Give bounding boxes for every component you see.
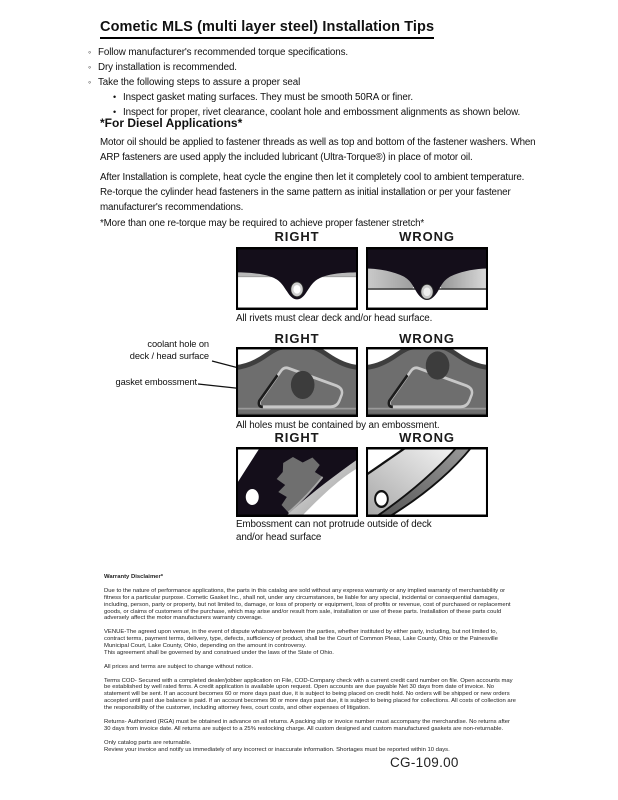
warranty-disclaimer-heading: Warranty Disclaimer* xyxy=(104,574,164,580)
legal-paragraph: Returns- Authorized (RGA) must be obtained in advance on all returns. A packing slip or invoice number must accompany the merchandise. No returns after 30 days from invoice date. All returns are subject to a 25% restocking charge. All custom designed and custom manufactured gaskets are non-returnable. xyxy=(104,718,511,732)
tips-list xyxy=(88,45,534,120)
page-code: CG-109.00 xyxy=(390,755,459,770)
diagram-rivet-wrong xyxy=(366,247,488,310)
sub-bullet-marker: • xyxy=(113,92,117,102)
wrong-label: WRONG xyxy=(399,229,455,244)
sub-bullet-marker: • xyxy=(113,107,117,117)
wrong-label: WRONG xyxy=(399,430,455,445)
diagram-caption: All rivets must clear deck and/or head surface. xyxy=(236,313,433,324)
diesel-heading: *For Diesel Applications* xyxy=(100,116,243,130)
coolant-hole xyxy=(291,371,315,399)
list-item xyxy=(88,60,534,75)
diagram-deck-edge-right xyxy=(236,447,358,517)
wrong-label: WRONG xyxy=(399,331,455,346)
legal-paragraph: This agreement shall be governed by and construed under the laws of the State of Ohio. xyxy=(104,649,334,656)
tip-text: Dry installation is recommended. xyxy=(98,62,237,73)
bolt-hole xyxy=(246,489,259,505)
diagram-caption: All holes must be contained by an embossment. xyxy=(236,420,440,431)
diagram-deck-edge-wrong xyxy=(366,447,488,517)
legal-paragraph: Terms COD- Secured with a completed dealer/jobber application on File, COD-Company check with a current credit card number on file. Open accounts may be established by well rated firms. A credit application is available upon request. Open accounts are due payable Net 30 days from date of invoice. No statement will be sent. If an account becomes 60 or more days past due, it is subject to being placed on credit hold. No orders will be shipped or new orders accepted until past due balance is paid. If an account becomes 90 or more days past due, it is subject to being placed for collections. All costs of collection are the responsibility of the customer, including attorney fees, court costs, and other expenses of litigation. xyxy=(104,677,516,712)
legal-paragraph: Only catalog parts are returnable. xyxy=(104,739,192,746)
bullet-marker: ◦ xyxy=(88,62,92,72)
legal-paragraph: Due to the nature of performance applications, the parts in this catalog are sold without any express warranty or any implied warranty of merchantability or fitness for a particular purpose. Cometic Gasket Inc., shall not, under any circumstances, be liable for any special, incidental or consequential damages, including, person, party or property, but not limited to, damage, or loss of property or equipment, loss of profits or revenue, cost of purchased or replacement goods, or claims of customers of the purchase, which may arise and/or result from sale, installation or use of these parts. Installation of these parts could adversely affect the motor manufacturers warranty coverage. xyxy=(104,587,511,622)
coolant-hole-annotation: coolant hole on xyxy=(147,339,209,349)
bullet-marker: ◦ xyxy=(88,77,92,87)
legal-paragraph: Review your invoice and notify us immediately of any incorrect or inaccurate information. Shortages must be reported within 10 days. xyxy=(104,746,450,753)
diagram-embossment-wrong xyxy=(366,347,488,417)
diagram-rivet-right xyxy=(236,247,358,310)
list-item xyxy=(113,90,534,105)
coolant-hole xyxy=(426,351,450,379)
legal-paragraph: All prices and terms are subject to change without notice. xyxy=(104,663,253,670)
coolant-hole-annotation: deck / head surface xyxy=(129,351,209,361)
diesel-paragraph: *More than one re-torque may be required to achieve proper fastener stretch* xyxy=(100,218,425,229)
tip-text: Inspect for proper, rivet clearance, coolant hole and embossment alignments as shown below. xyxy=(123,107,521,118)
list-item xyxy=(88,75,534,90)
legal-paragraph: VENUE-The agreed upon venue, in the event of dispute whatsoever between the parties, whether instituted by either party, including, but not limited to, contract terms, payment terms, delivery, type, defects, sufficiency of product, shall be the Court of Common Pleas, Lake County, Ohio or the Painesville Municipal Court, Lake County, Ohio, depending on the amount in controversy. xyxy=(104,629,498,650)
bolt-hole xyxy=(375,491,388,507)
right-label: RIGHT xyxy=(274,331,320,346)
gasket-embossment-annotation: gasket embossment xyxy=(115,377,197,387)
diesel-paragraph: After Installation is complete, heat cycle the engine then let it completely cool to ambient temperature. Re-torque the cylinder head fasteners in the same pattern as initial installation or per your fastener manufacturer's recommendations. xyxy=(100,172,525,213)
bullet-marker: ◦ xyxy=(88,47,92,57)
legal-block xyxy=(104,574,516,760)
diesel-paragraph: Motor oil should be applied to fastener threads as well as top and bottom of the fastener washers. When ARP fasteners are used apply the included lubricant (Ultra-Torque®) in place of motor oil. xyxy=(100,137,536,163)
right-label: RIGHT xyxy=(274,229,320,244)
right-label: RIGHT xyxy=(274,430,320,445)
diagram-caption: Embossment can not protrude outside of deck and/or head surface xyxy=(236,519,432,543)
tip-text: Take the following steps to assure a proper seal xyxy=(98,77,301,88)
diagram-embossment-right xyxy=(236,347,358,417)
tip-text: Inspect gasket mating surfaces. They must be smooth 50RA or finer. xyxy=(123,92,413,103)
page-title: Cometic MLS (multi layer steel) Installation Tips xyxy=(100,19,434,39)
tip-text: Follow manufacturer's recommended torque specifications. xyxy=(98,47,349,58)
list-item xyxy=(88,45,534,60)
